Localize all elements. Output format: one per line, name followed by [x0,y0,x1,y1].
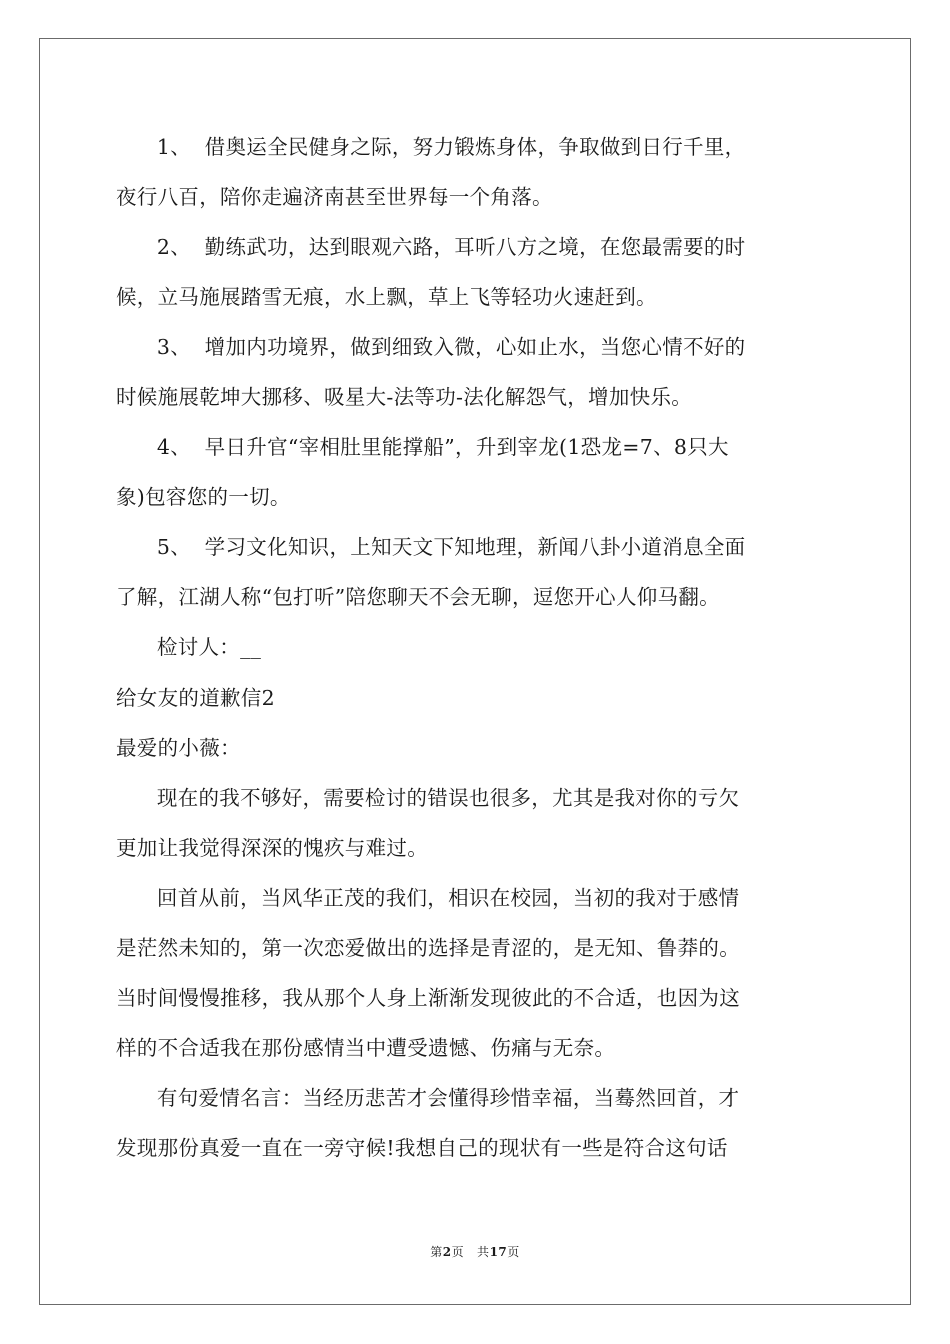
footer-page-number: 2 [442,1245,452,1259]
footer-page-suffix: 页 [451,1245,465,1259]
text-line: 4、 早日升官“宰相肚里能撑船”，升到宰龙(1恐龙=7、8只大 [116,435,729,459]
text-line: 有句爱情名言：当经历悲苦才会懂得珍惜幸福，当蓦然回首，才 [116,1086,740,1110]
text-line: 候，立马施展踏雪无痕，水上飘，草上飞等轻功火速赶到。 [116,285,657,309]
page-footer [0,1243,950,1260]
signature-line: 检讨人：__ [116,635,262,659]
text-line: 1、 借奥运全民健身之际，努力锻炼身体，争取做到日行千里， [116,135,746,159]
footer-total-prefix: 共 [477,1245,490,1259]
text-line: 夜行八百，陪你走遍济南甚至世界每一个角落。 [116,185,553,209]
text-line: 当时间慢慢推移，我从那个人身上渐渐发现彼此的不合适，也因为这 [116,986,740,1010]
text-line: 样的不合适我在那份感情当中遭受遗憾、伤痛与无奈。 [116,1036,616,1060]
text-line: 象)包容您的一切。 [116,485,291,509]
footer-total-pages: 17 [489,1245,508,1259]
text-line: 更加让我觉得深深的愧疚与难过。 [116,836,428,860]
text-line: 现在的我不够好，需要检讨的错误也很多，尤其是我对你的亏欠 [116,786,740,810]
text-line: 2、 勤练武功，达到眼观六路，耳听八方之境，在您最需要的时 [116,235,746,259]
footer-total-suffix: 页 [507,1245,520,1259]
page-frame [39,38,911,1305]
text-line: 是茫然未知的，第一次恋爱做出的选择是青涩的，是无知、鲁莽的。 [116,936,740,960]
salutation: 最爱的小薇： [116,736,241,760]
text-line: 3、 增加内功境界，做到细致入微，心如止水，当您心情不好的 [116,335,746,359]
text-line: 5、 学习文化知识，上知天文下知地理，新闻八卦小道消息全面 [116,535,746,559]
footer-prefix: 第 [430,1245,443,1259]
text-line: 了解，江湖人称“包打听”陪您聊天不会无聊，逗您开心人仰马翻。 [116,585,720,609]
text-line: 发现那份真爱一直在一旁守候!我想自己的现状有一些是符合这句话 [116,1136,728,1160]
section-title: 给女友的道歉信2 [116,686,275,710]
text-line: 回首从前，当风华正茂的我们，相识在校园，当初的我对于感情 [116,886,740,910]
text-line: 时候施展乾坤大挪移、吸星大-法等功-法化解怨气，增加快乐。 [116,385,693,409]
